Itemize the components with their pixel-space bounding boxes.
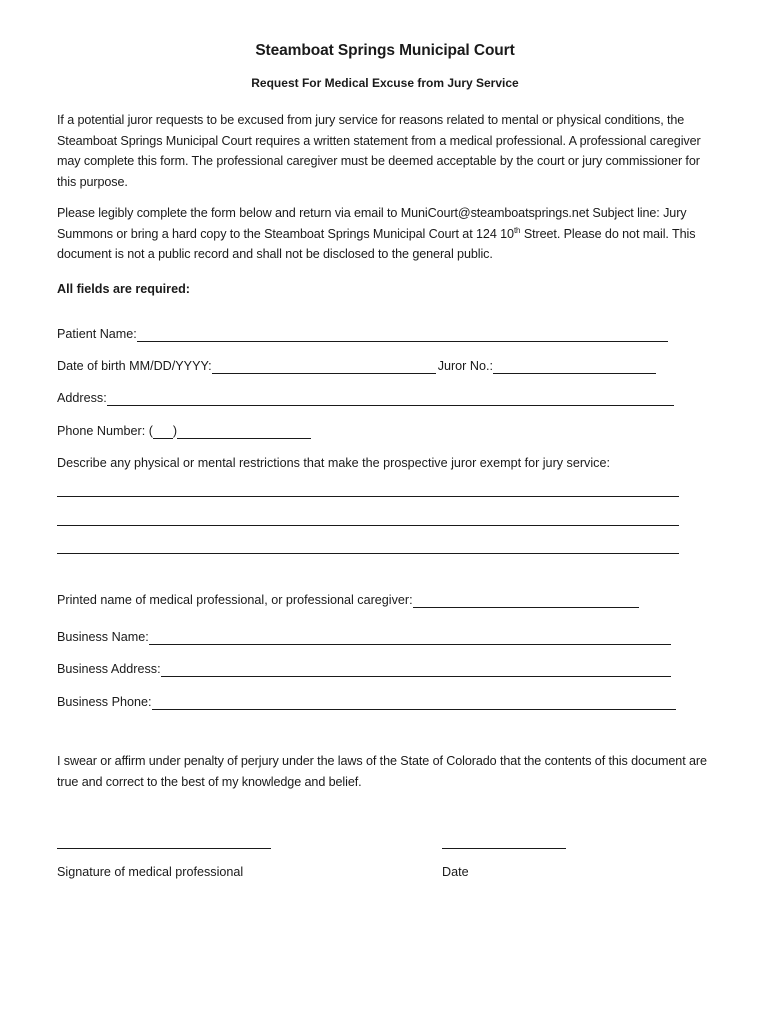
date-field[interactable] <box>442 848 566 849</box>
business-address-label: Business Address: <box>57 662 161 676</box>
restrictions-line-1[interactable] <box>57 496 679 497</box>
patient-name-row <box>57 322 668 342</box>
dob-label: Date of birth MM/DD/YYYY: <box>57 359 212 373</box>
dob-row <box>57 354 656 374</box>
restrictions-label: Describe any physical or mental restrictions that make the prospective juror exempt for jury service: <box>57 456 610 470</box>
patient-name-field[interactable] <box>137 326 668 342</box>
business-address-row <box>57 657 671 677</box>
instructions-text-a: Please legibly complete the form below and return via email to MuniCourt@steamboatsprings.net Subject line: Jury Summons or bring a hard copy to the Steamboat Springs Municipal Court at 124 10 <box>57 206 687 241</box>
address-label: Address: <box>57 391 107 405</box>
form-subtitle: Request For Medical Excuse from Jury Service <box>251 76 519 90</box>
signature-field[interactable] <box>57 848 271 849</box>
business-phone-field[interactable] <box>152 694 676 710</box>
affirmation-paragraph: I swear or affirm under penalty of perjury under the laws of the State of Colorado that the contents of this document are true and correct to the best of my knowledge and belief. <box>57 754 707 789</box>
required-note: All fields are required: <box>57 282 190 296</box>
signature-label: Signature of medical professional <box>57 865 244 879</box>
printed-name-field[interactable] <box>413 592 639 608</box>
instructions-text-b: Street. Please do not mail. This document is not a public record and shall not be disclosed to the general public. <box>57 226 696 262</box>
phone-close-paren: ) <box>172 424 178 438</box>
restrictions-row <box>57 451 610 471</box>
restrictions-line-2[interactable] <box>57 525 679 526</box>
juror-no-field[interactable] <box>493 358 656 374</box>
phone-number-field[interactable] <box>177 423 311 439</box>
business-name-field[interactable] <box>149 629 671 645</box>
instructions-paragraph <box>57 203 717 265</box>
juror-no-label: Juror No.: <box>437 359 493 373</box>
patient-name-label: Patient Name: <box>57 327 137 341</box>
page-title: Steamboat Springs Municipal Court <box>255 42 515 59</box>
instructions-superscript: th <box>513 225 521 235</box>
business-phone-label: Business Phone: <box>57 695 152 709</box>
business-address-field[interactable] <box>161 661 671 677</box>
restrictions-line-3[interactable] <box>57 553 679 554</box>
dob-field[interactable] <box>212 358 436 374</box>
printed-name-label: Printed name of medical professional, or professional caregiver: <box>57 593 413 607</box>
printed-name-row <box>57 588 639 608</box>
address-row <box>57 386 674 406</box>
phone-label: Phone Number: ( <box>57 424 153 438</box>
business-name-row <box>57 625 671 645</box>
date-label: Date <box>442 865 469 879</box>
business-name-label: Business Name: <box>57 630 149 644</box>
phone-row <box>57 419 311 439</box>
business-phone-row <box>57 690 676 710</box>
intro-paragraph: If a potential juror requests to be excused from jury service for reasons related to mental or physical conditions, the Steamboat Springs Municipal Court requires a written statement from a medical professional. A professional caregiver may complete this form. The professional caregiver must be deemed acceptable by the court or jury commissioner for this purpose. <box>57 113 701 189</box>
address-field[interactable] <box>107 390 674 406</box>
phone-area-code-field[interactable] <box>153 423 173 439</box>
